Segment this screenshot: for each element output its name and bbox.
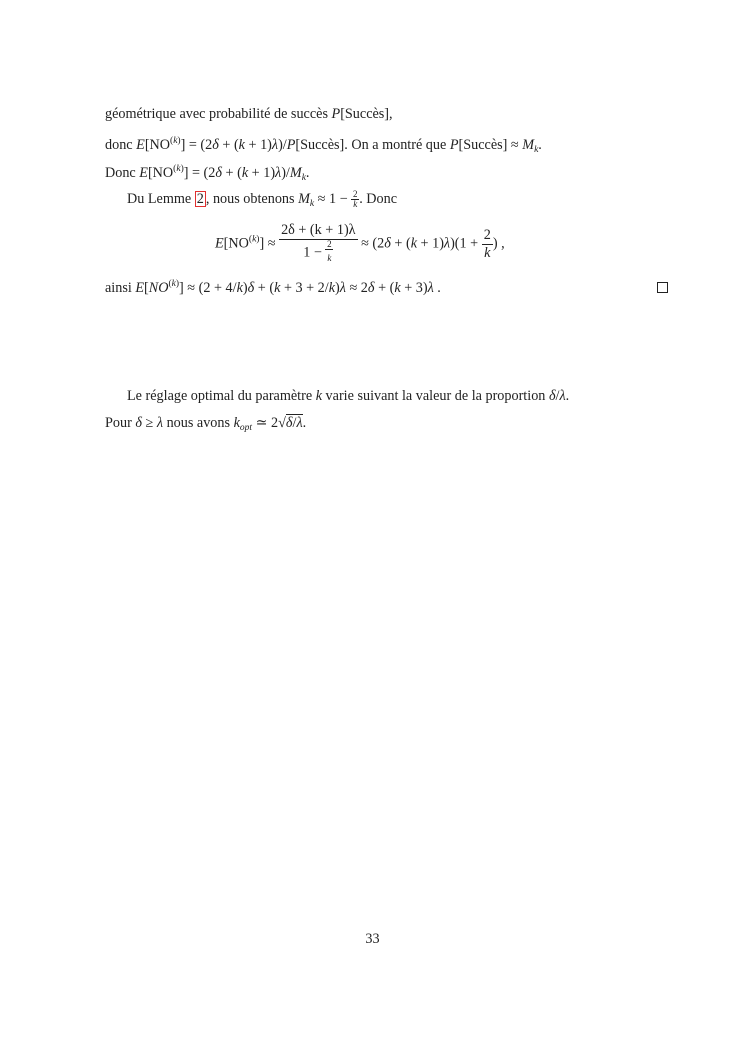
display-end: ) , [492,235,505,252]
text-line-3: Donc $E[NO^{(k)}] = (2\delta + (k + 1)\lambda)/M_k$. [105,164,310,183]
text-paragraph-2-line-1: Le réglage optimal du paramètre k varie suivant la valeur de la proportion δ/λ. [127,388,570,404]
lemma-text-c: . Donc [359,191,398,207]
inline-fraction: $\frac{2}{k}$ [352,189,358,210]
display-numerator: 2δ + (k + 1)λ [281,222,356,238]
text-line-4: Du Lemme 2 , nous obtenons $M_k \approx 1$ − $\frac{2}{k}$ . Donc [127,189,398,210]
display-fraction-2: $\frac{2}{k}$ [483,227,491,261]
text-paragraph-2-line-2: Pour δ ≥ λ nous avons $k_{opt}$ ≃ 2√δ/λ. [105,415,307,433]
text-line-2: donc $E[NO^{(k)}] = (2\delta + (k$ + 1)λ)/P[Succès]. On a montré que P[Succès] ≈ $M_k$. [105,136,542,155]
display-fraction: 2δ + (k + 1)λ 1 − $\frac{2}{k}$ [281,222,356,263]
text-line-1: géométrique avec probabilité de succès P[Succès], [105,106,393,122]
qed-box-icon [657,282,668,293]
lemma-text: Du Lemme [127,191,192,207]
display-equation: $E[NO^{(k)}]$ ≈ 2δ + (k + 1)λ 1 − $\frac{2}{k}$ ≈ (2δ + (k + 1)λ)(1 + $\frac{2}{k}$ ) , [215,222,505,266]
lemma-reference-link[interactable]: 2 [196,191,204,207]
text-line-6: ainsi $E[NO^{(k)}] \approx (2 + 4/k)\delta + (k + 3 + 2/k)\lambda \approx 2\delta + (k + 3)\lambda$ . [105,279,441,296]
lemma-text-b: , nous obtenons [205,191,295,207]
page-number: 33 [365,931,380,947]
